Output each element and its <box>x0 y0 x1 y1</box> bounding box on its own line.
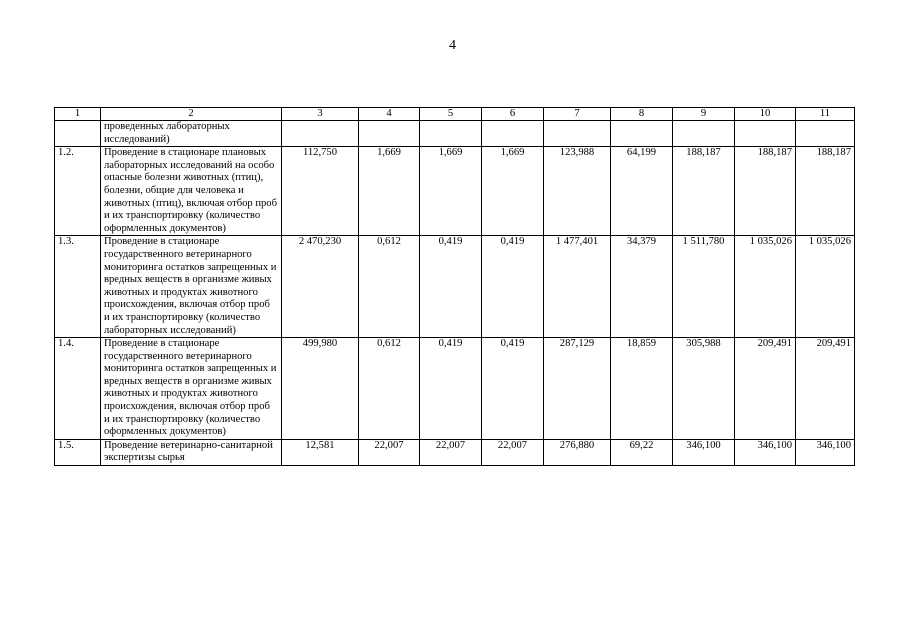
value-cell: 0,419 <box>420 236 482 338</box>
header-cell: 1 <box>55 108 101 121</box>
table-row <box>55 121 855 147</box>
value-cell: 499,980 <box>282 338 359 440</box>
value-cell: 34,379 <box>611 236 673 338</box>
header-cell: 7 <box>544 108 611 121</box>
value-cell: 209,491 <box>796 338 855 440</box>
value-cell <box>544 121 611 147</box>
value-cell: 0,419 <box>482 338 544 440</box>
value-cell: 0,612 <box>359 338 420 440</box>
value-cell <box>482 121 544 147</box>
header-cell: 11 <box>796 108 855 121</box>
value-cell: 1 035,026 <box>735 236 796 338</box>
table-row <box>55 236 855 338</box>
value-cell <box>359 121 420 147</box>
data-table <box>54 107 855 466</box>
value-cell: 0,612 <box>359 236 420 338</box>
value-cell: 0,419 <box>420 338 482 440</box>
header-cell: 8 <box>611 108 673 121</box>
value-cell: 22,007 <box>420 439 482 465</box>
header-row <box>55 108 855 121</box>
row-number-cell: 1.4. <box>55 338 101 440</box>
value-cell: 188,187 <box>735 147 796 236</box>
value-cell: 1 035,026 <box>796 236 855 338</box>
value-cell: 12,581 <box>282 439 359 465</box>
value-cell: 276,880 <box>544 439 611 465</box>
value-cell: 1,669 <box>482 147 544 236</box>
header-cell: 10 <box>735 108 796 121</box>
value-cell: 188,187 <box>796 147 855 236</box>
value-cell: 0,419 <box>482 236 544 338</box>
row-description-cell: Проведение в стационаре государственного ветеринарного мониторинга остатков запрещенных и вредных веществ в организме живых животных и продуктах животного происхождения, включая отбор проб и их транспортировку (количество лабораторных исследований) <box>101 236 282 338</box>
header-cell: 6 <box>482 108 544 121</box>
header-cell: 9 <box>673 108 735 121</box>
value-cell: 209,491 <box>735 338 796 440</box>
value-cell: 188,187 <box>673 147 735 236</box>
table-row <box>55 338 855 440</box>
value-cell <box>735 121 796 147</box>
value-cell <box>611 121 673 147</box>
row-description-cell: Проведение в стационаре государственного ветеринарного мониторинга остатков запрещенных и вредных веществ в организме живых животных и продуктах животного происхождения, включая отбор проб и их транспортировку (количество оформленных документов) <box>101 338 282 440</box>
value-cell: 22,007 <box>482 439 544 465</box>
value-cell: 1,669 <box>420 147 482 236</box>
value-cell <box>673 121 735 147</box>
value-cell: 22,007 <box>359 439 420 465</box>
value-cell <box>282 121 359 147</box>
value-cell: 69,22 <box>611 439 673 465</box>
value-cell: 18,859 <box>611 338 673 440</box>
table-row <box>55 147 855 236</box>
row-description-cell: Проведение в стационаре плановых лабораторных исследований на особо опасные болезни животных (птиц), болезни, общие для человека и животных (птиц), включая отбор проб и их транспортировку (количество оформленных документов) <box>101 147 282 236</box>
row-number-cell <box>55 121 101 147</box>
table-row <box>55 439 855 465</box>
row-number-cell: 1.5. <box>55 439 101 465</box>
page-number: 4 <box>449 38 456 53</box>
header-cell: 3 <box>282 108 359 121</box>
row-description-cell: Проведение ветеринарно-санитарной экспертизы сырья <box>101 439 282 465</box>
header-cell: 4 <box>359 108 420 121</box>
value-cell <box>420 121 482 147</box>
header-cell: 5 <box>420 108 482 121</box>
value-cell: 64,199 <box>611 147 673 236</box>
value-cell: 305,988 <box>673 338 735 440</box>
row-description-cell: проведенных лабораторных исследований) <box>101 121 282 147</box>
value-cell: 1,669 <box>359 147 420 236</box>
header-cell: 2 <box>101 108 282 121</box>
value-cell: 287,129 <box>544 338 611 440</box>
row-number-cell: 1.2. <box>55 147 101 236</box>
value-cell <box>796 121 855 147</box>
value-cell: 346,100 <box>673 439 735 465</box>
value-cell: 346,100 <box>796 439 855 465</box>
row-number-cell: 1.3. <box>55 236 101 338</box>
value-cell: 1 511,780 <box>673 236 735 338</box>
value-cell: 1 477,401 <box>544 236 611 338</box>
value-cell: 2 470,230 <box>282 236 359 338</box>
value-cell: 346,100 <box>735 439 796 465</box>
value-cell: 112,750 <box>282 147 359 236</box>
value-cell: 123,988 <box>544 147 611 236</box>
